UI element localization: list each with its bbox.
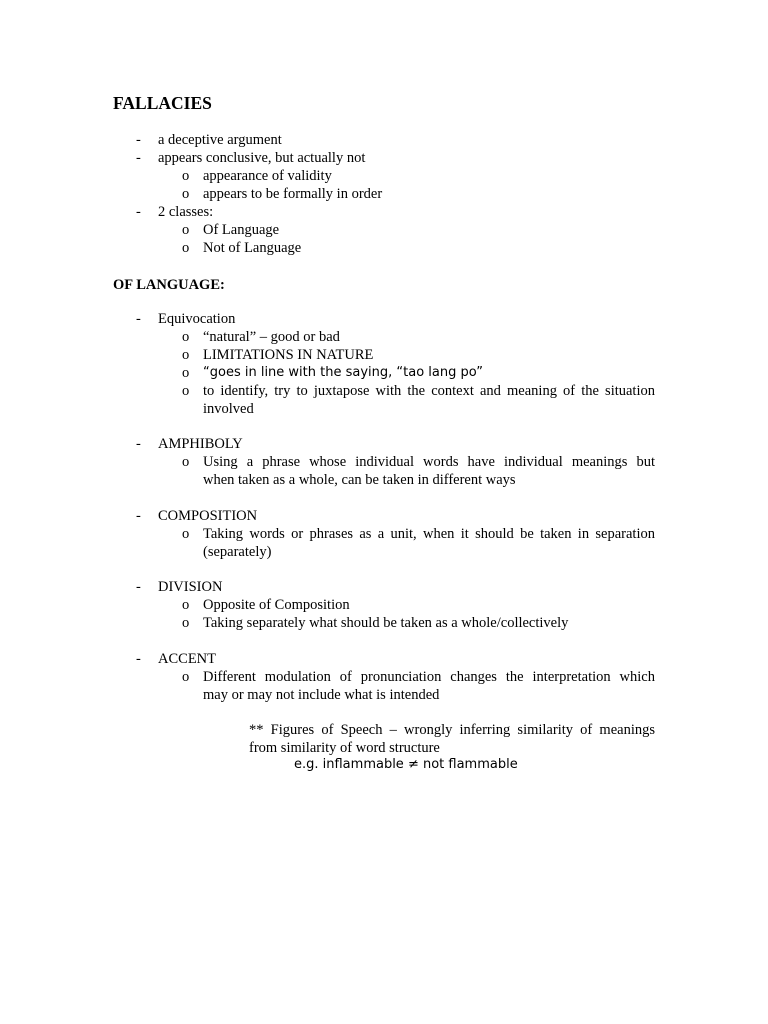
equivocation-sub-4-line-1: to identify, try to juxtapose with the context and meaning of the situation: [203, 383, 655, 399]
equivocation-sub-1: “natural” – good or bad: [203, 329, 340, 345]
circle-marker: o: [182, 365, 190, 381]
circle-marker: o: [182, 240, 190, 256]
intro-bullet-3-sub-2: Not of Language: [203, 240, 302, 256]
circle-marker: o: [182, 597, 190, 613]
accent-label: ACCENT: [158, 651, 216, 667]
division-sub-2: Taking separately what should be taken as a whole/collectively: [203, 615, 569, 631]
dash-marker: -: [136, 436, 141, 452]
intro-bullet-2: appears conclusive, but actually not: [158, 150, 366, 166]
figures-of-speech-note-line-1: ** Figures of Speech – wrongly inferring similarity of meanings: [249, 722, 655, 738]
equivocation-label: Equivocation: [158, 311, 236, 327]
accent-sub-1-line-2: may or may not include what is intended: [203, 687, 440, 703]
amphiboly-sub-1-line-2: when taken as a whole, can be taken in different ways: [203, 472, 516, 488]
amphiboly-sub-1-line-1: Using a phrase whose individual words have individual meanings but: [203, 454, 655, 470]
equivocation-sub-4-line-2: involved: [203, 401, 254, 417]
circle-marker: o: [182, 347, 190, 363]
dash-marker: -: [136, 651, 141, 667]
equivocation-sub-2: LIMITATIONS IN NATURE: [203, 347, 374, 363]
division-label: DIVISION: [158, 579, 223, 595]
dash-marker: -: [136, 132, 141, 148]
circle-marker: o: [182, 526, 190, 542]
division-sub-1: Opposite of Composition: [203, 597, 350, 613]
circle-marker: o: [182, 329, 190, 345]
section-heading: OF LANGUAGE:: [113, 277, 225, 293]
composition-sub-1-line-2: (separately): [203, 544, 272, 560]
circle-marker: o: [182, 222, 190, 238]
equivocation-sub-3: “goes in line with the saying, “tao lang po”: [203, 365, 483, 380]
intro-bullet-1: a deceptive argument: [158, 132, 282, 148]
circle-marker: o: [182, 383, 190, 399]
circle-marker: o: [182, 669, 190, 685]
intro-bullet-2-sub-2: appears to be formally in order: [203, 186, 383, 202]
document-title: FALLACIES: [113, 93, 212, 113]
composition-sub-1-line-1: Taking words or phrases as a unit, when it should be taken in separation: [203, 526, 655, 542]
figures-of-speech-note-line-2: from similarity of word structure: [249, 740, 440, 756]
intro-bullet-3: 2 classes:: [158, 204, 214, 220]
dash-marker: -: [136, 311, 141, 327]
composition-label: COMPOSITION: [158, 508, 258, 524]
intro-bullet-2-sub-1: appearance of validity: [203, 168, 332, 184]
circle-marker: o: [182, 615, 190, 631]
dash-marker: -: [136, 204, 141, 220]
circle-marker: o: [182, 168, 190, 184]
dash-marker: -: [136, 508, 141, 524]
dash-marker: -: [136, 150, 141, 166]
circle-marker: o: [182, 454, 190, 470]
circle-marker: o: [182, 186, 190, 202]
intro-bullet-3-sub-1: Of Language: [203, 222, 280, 238]
figures-of-speech-example: e.g. inflammable ≠ not flammable: [294, 757, 518, 772]
accent-sub-1-line-1: Different modulation of pronunciation changes the interpretation which: [203, 669, 655, 685]
dash-marker: -: [136, 579, 141, 595]
amphiboly-label: AMPHIBOLY: [158, 436, 243, 452]
